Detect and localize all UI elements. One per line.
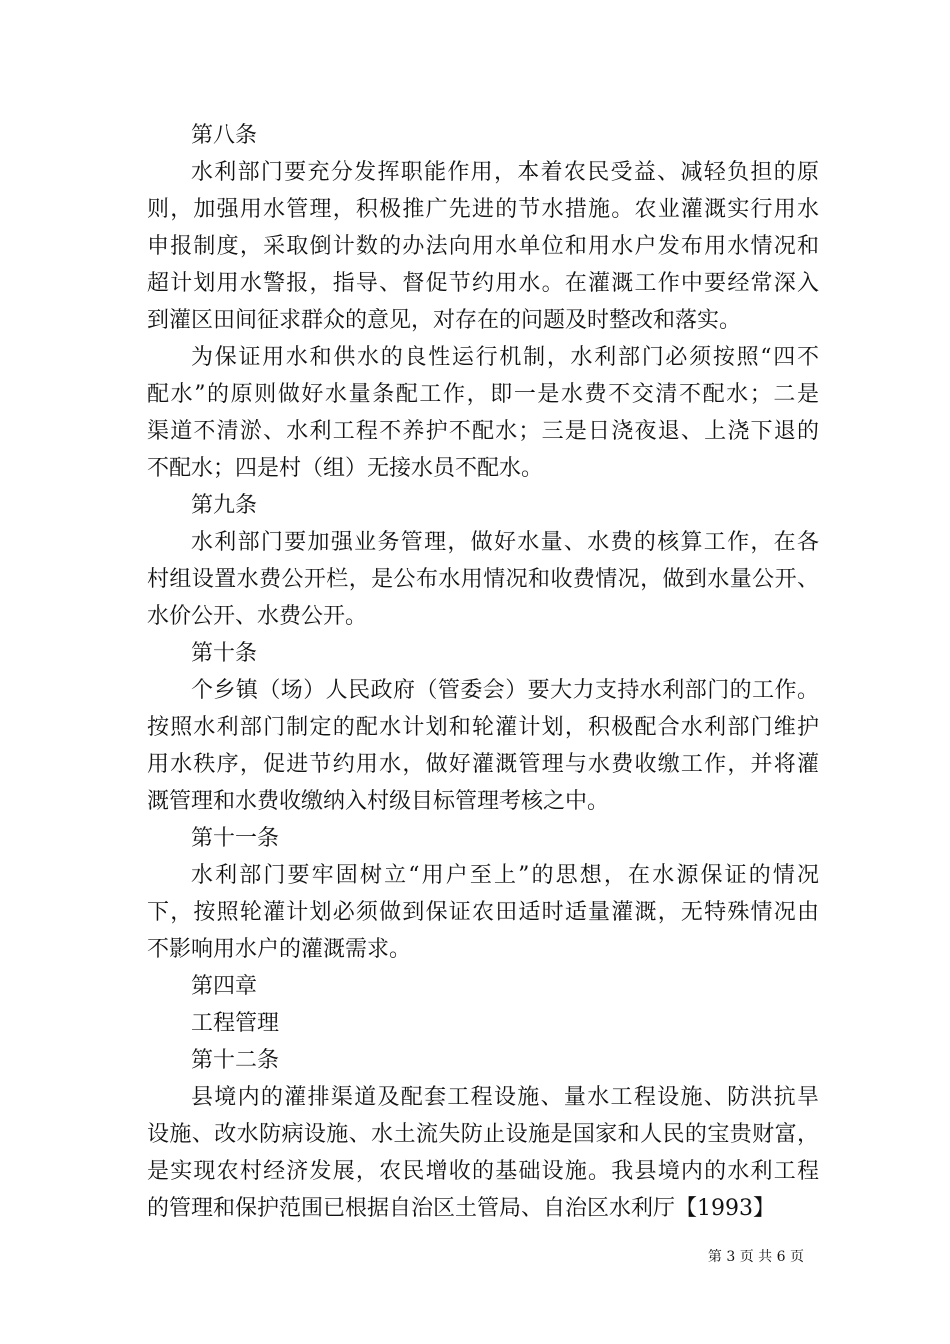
- text-line: 渠道不清淤、水利工程不养护不配水；三是日浇夜退、上浇下退的: [147, 419, 819, 444]
- text-line: 水利部门要牢固树立“用户至上”的思想，在水源保证的情况: [191, 863, 819, 888]
- text-line: 第四章: [191, 974, 258, 999]
- text-line: 第九条: [191, 493, 258, 518]
- text-line: 超计划用水警报，指导、督促节约用水。在灌溉工作中要经常深入: [147, 271, 819, 296]
- text-line: 到灌区田间征求群众的意见，对存在的问题及时整改和落实。: [147, 308, 742, 333]
- text-line: 第十二条: [191, 1048, 280, 1073]
- text-line: 第十条: [191, 641, 258, 666]
- text-line: 申报制度，采取倒计数的办法向用水单位和用水户发布用水情况和: [147, 234, 819, 259]
- text-line: 的管理和保护范围已根据自治区土管局、自治区水利厅【1993】: [147, 1196, 775, 1221]
- text-line: 水利部门要加强业务管理，做好水量、水费的核算工作，在各: [191, 530, 819, 555]
- text-line: 为保证用水和供水的良性运行机制，水利部门必须按照“四不: [191, 345, 819, 370]
- text-line: 按照水利部门制定的配水计划和轮灌计划，积极配合水利部门维护: [147, 715, 819, 740]
- text-line: 不影响用水户的灌溉需求。: [147, 937, 412, 962]
- text-line: 用水秩序，促进节约用水，做好灌溉管理与水费收缴工作，并将灌: [147, 752, 819, 777]
- text-line: 第十一条: [191, 826, 280, 851]
- text-line: 第八条: [191, 123, 258, 148]
- document-body: [147, 117, 819, 1227]
- text-line: 水利部门要充分发挥职能作用，本着农民受益、减轻负担的原: [191, 160, 819, 185]
- text-line: 下，按照轮灌计划必须做到保证农田适时适量灌溉，无特殊情况由: [147, 900, 819, 925]
- text-line: 则，加强用水管理，积极推广先进的节水措施。农业灌溉实行用水: [147, 197, 819, 222]
- text-line: 是实现农村经济发展，农民增收的基础设施。我县境内的水利工程: [147, 1159, 819, 1184]
- text-line: 个乡镇（场）人民政府（管委会）要大力支持水利部门的工作。: [191, 678, 819, 703]
- text-line: 工程管理: [191, 1011, 280, 1036]
- page-footer: 第 3 页 共 6 页: [707, 1249, 804, 1265]
- text-line: 水价公开、水费公开。: [147, 604, 368, 629]
- text-line: 不配水；四是村（组）无接水员不配水。: [147, 456, 544, 481]
- text-line: 村组设置水费公开栏，是公布水用情况和收费情况，做到水量公开、: [147, 567, 819, 592]
- text-line: 设施、改水防病设施、水土流失防止设施是国家和人民的宝贵财富，: [147, 1122, 819, 1147]
- text-line: 溉管理和水费收缴纳入村级目标管理考核之中。: [147, 789, 610, 814]
- text-line: 县境内的灌排渠道及配套工程设施、量水工程设施、防洪抗旱: [191, 1085, 819, 1110]
- text-line: 配水”的原则做好水量条配工作，即一是水费不交清不配水；二是: [147, 382, 819, 407]
